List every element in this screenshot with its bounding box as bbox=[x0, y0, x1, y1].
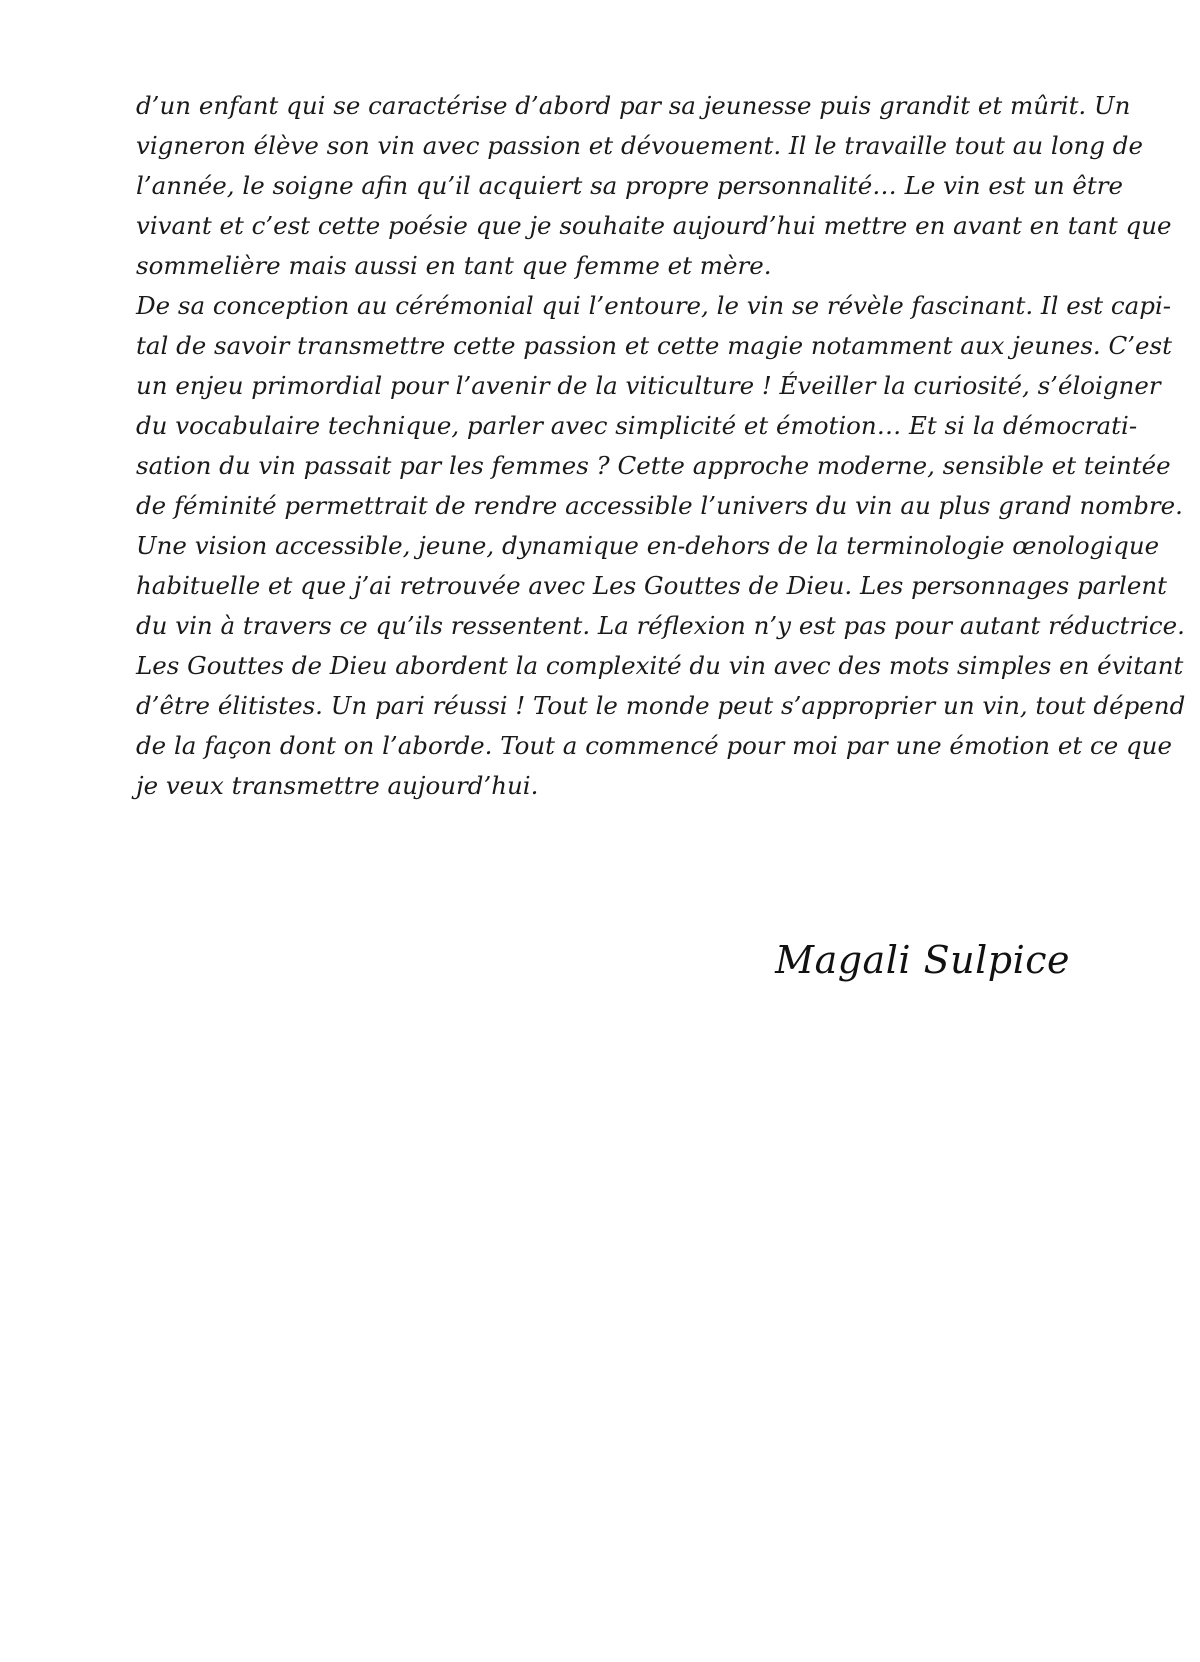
text-line: vivant et c’est cette poésie que je souhaite aujourd’hui mettre en avant en tant que bbox=[136, 211, 1172, 240]
text-line: Les Gouttes de Dieu abordent la complexité du vin avec des mots simples en évitant bbox=[136, 651, 1184, 680]
text-line: de féminité permettrait de rendre accessible l’univers du vin au plus grand nombre. bbox=[136, 491, 1183, 520]
text-line: tal de savoir transmettre cette passion et cette magie notamment aux jeunes. C’est bbox=[136, 331, 1172, 360]
text-line: je veux transmettre aujourd’hui. bbox=[136, 771, 539, 800]
text-line: du vin à travers ce qu’ils ressentent. La réflexion n’y est pas pour autant réductrice. bbox=[136, 611, 1185, 640]
text-line: habituelle et que j’ai retrouvée avec Les Gouttes de Dieu. Les personnages parlent bbox=[136, 571, 1167, 600]
text-line: De sa conception au cérémonial qui l’entoure, le vin se révèle fascinant. Il est capi- bbox=[136, 291, 1172, 320]
text-line: d’être élitistes. Un pari réussi ! Tout le monde peut s’approprier un vin, tout dépend bbox=[136, 691, 1186, 720]
text-line: Une vision accessible, jeune, dynamique en-dehors de la terminologie œnologique bbox=[136, 531, 1160, 560]
text-line: un enjeu primordial pour l’avenir de la viticulture ! Éveiller la curiosité, s’éloigner bbox=[136, 371, 1161, 400]
text-line: vigneron élève son vin avec passion et dévouement. Il le travaille tout au long de bbox=[136, 131, 1143, 160]
text-line: sation du vin passait par les femmes ? Cette approche moderne, sensible et teintée bbox=[136, 451, 1171, 480]
letter-body bbox=[136, 86, 1186, 806]
text-line: de la façon dont on l’aborde. Tout a commencé pour moi par une émotion et ce que bbox=[136, 731, 1172, 760]
text-line: d’un enfant qui se caractérise d’abord par sa jeunesse puis grandit et mûrit. Un bbox=[136, 91, 1131, 120]
text-line: l’année, le soigne afin qu’il acquiert sa propre personnalité… Le vin est un être bbox=[136, 171, 1123, 200]
text-line: sommelière mais aussi en tant que femme et mère. bbox=[136, 251, 772, 280]
text-line: du vocabulaire technique, parler avec simplicité et émotion… Et si la démocrati- bbox=[136, 411, 1138, 440]
signature: Magali Sulpice bbox=[775, 938, 1070, 982]
